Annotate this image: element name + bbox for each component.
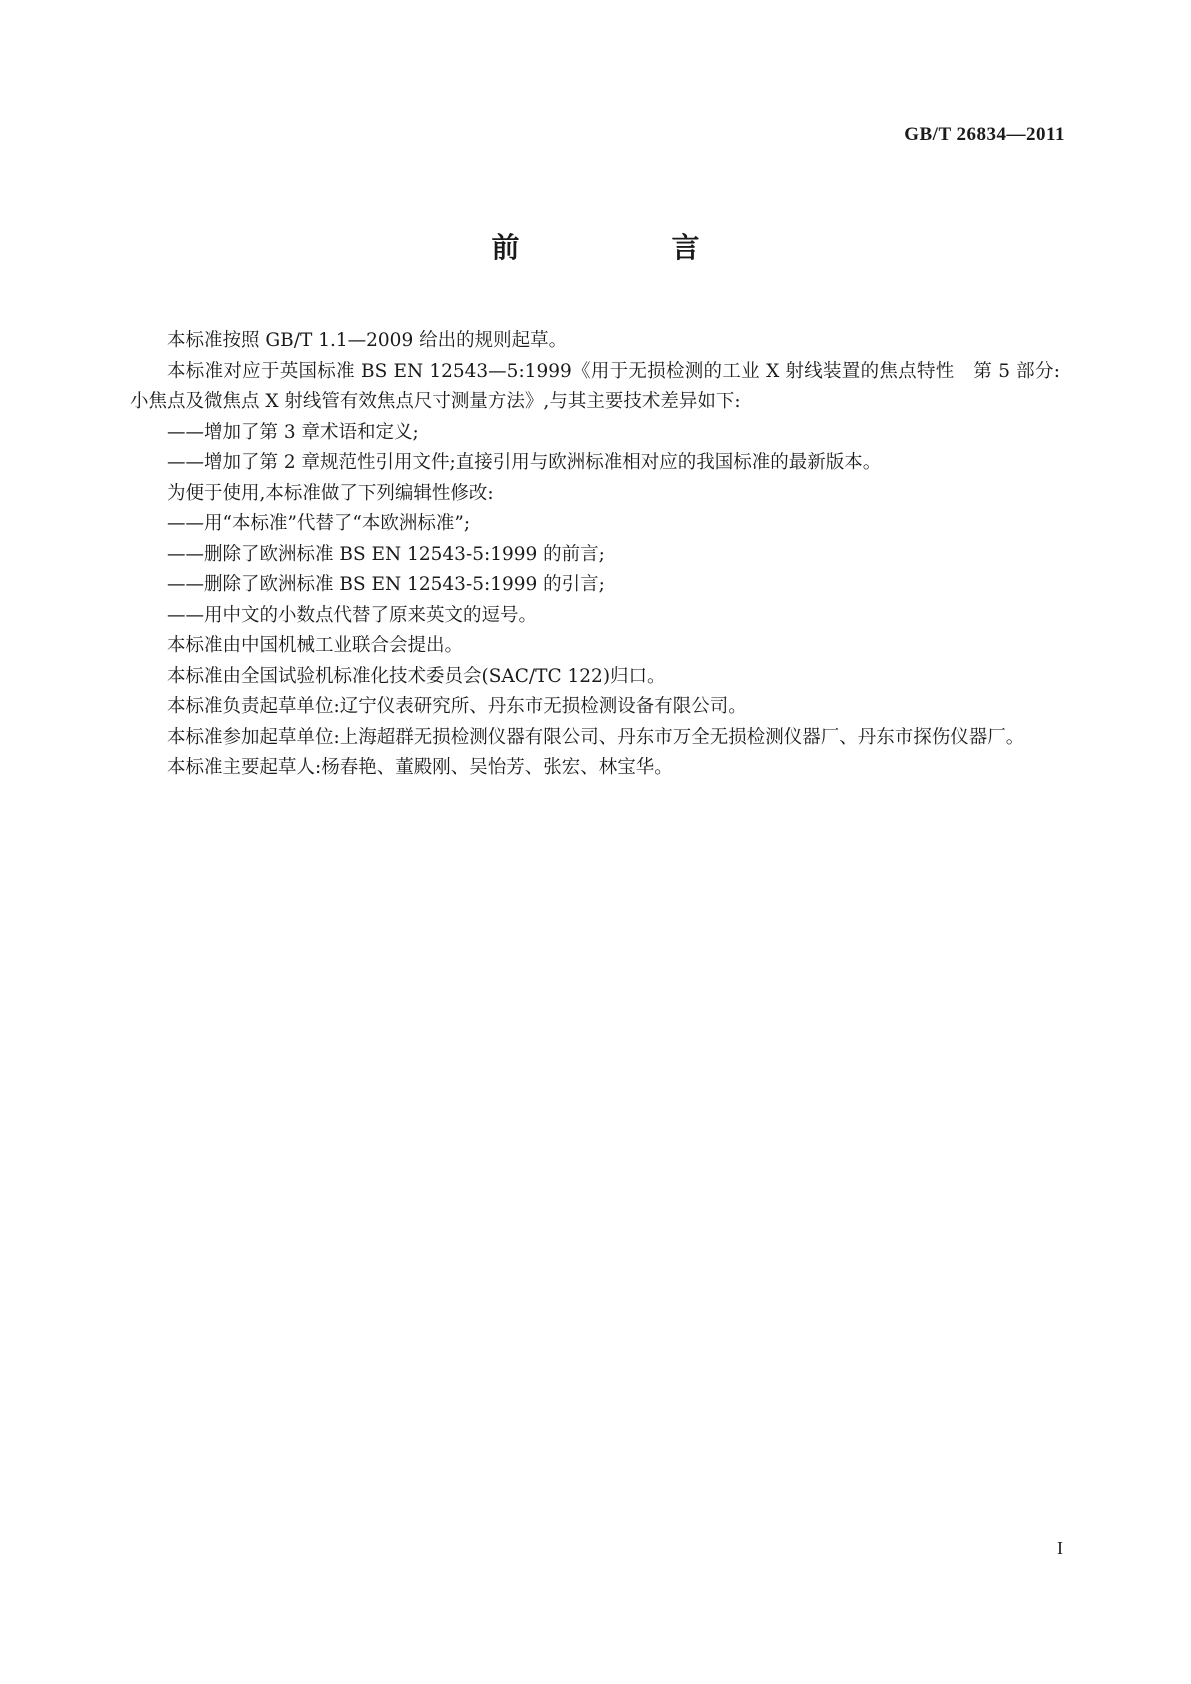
paragraph: 本标准负责起草单位:辽宁仪表研究所、丹东市无损检测设备有限公司。 — [167, 696, 747, 717]
paragraph: 本标准由全国试验机标准化技术委员会(SAC/TC 122)归口。 — [167, 665, 666, 687]
page-title: 前 言 — [491, 231, 762, 264]
document-body — [130, 326, 1060, 784]
list-item: ——删除了欧洲标准 BS EN 12543-5:1999 的前言; — [167, 543, 605, 565]
list-item: ——增加了第 2 章规范性引用文件;直接引用与欧洲标准相对应的我国标准的最新版本。 — [167, 452, 882, 473]
page-number: I — [1057, 1538, 1063, 1558]
paragraph: 本标准对应于英国标准 BS EN 12543—5:1999《用于无损检测的工业 X 射线装置的焦点特性 第 5 部分:小焦点及微焦点 X 射线管有效焦点尺寸测量方法》,与其主要技术差异如下: — [130, 360, 1060, 412]
list-item: ——删除了欧洲标准 BS EN 12543-5:1999 的引言; — [167, 574, 605, 595]
paragraph: 本标准参加起草单位:上海超群无损检测仪器有限公司、丹东市万全无损检测仪器厂、丹东市探伤仪器厂。 — [167, 726, 1025, 748]
paragraph: 本标准按照 GB/T 1.1—2009 给出的规则起草。 — [167, 330, 568, 351]
list-item: ——用中文的小数点代替了原来英文的逗号。 — [167, 604, 538, 626]
paragraph: 本标准由中国机械工业联合会提出。 — [167, 635, 464, 656]
list-item: ——增加了第 3 章术语和定义; — [167, 421, 419, 443]
standard-code: GB/T 26834—2011 — [904, 124, 1065, 145]
paragraph: 本标准主要起草人:杨春艳、董殿刚、吴怡芳、张宏、林宝华。 — [167, 757, 673, 778]
paragraph: 为便于使用,本标准做了下列编辑性修改: — [167, 482, 494, 504]
list-item: ——用“本标准”代替了“本欧洲标准”; — [167, 513, 471, 534]
